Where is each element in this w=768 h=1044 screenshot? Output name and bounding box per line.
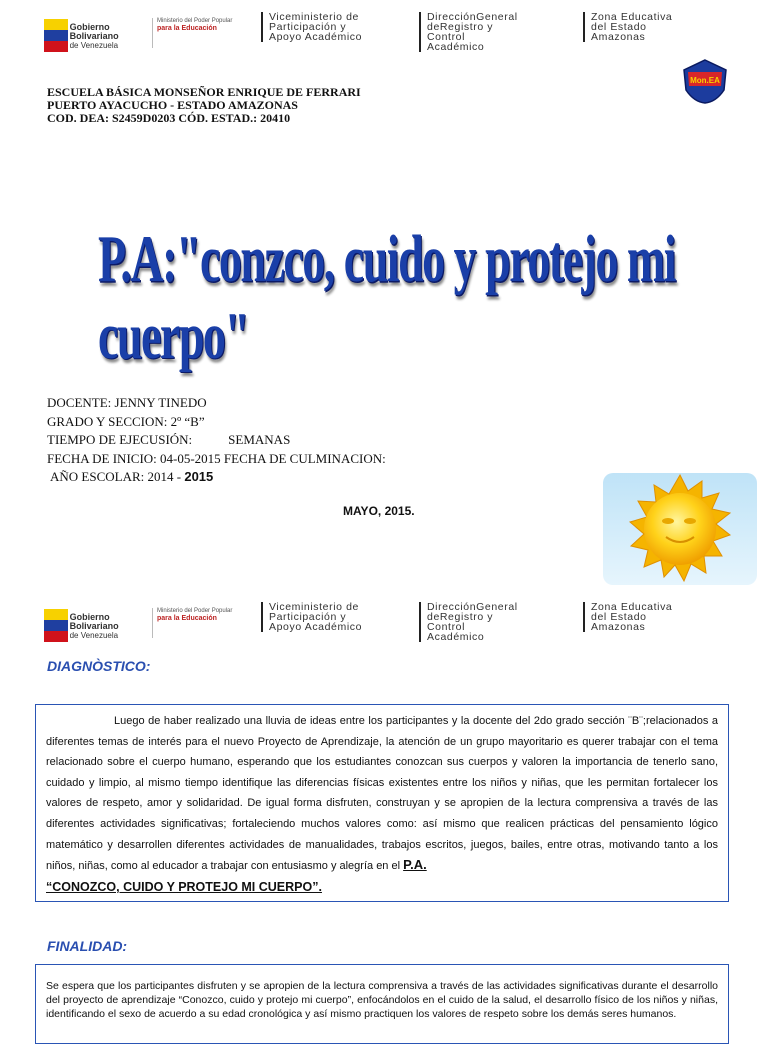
registry-label: DirecciónGeneral deRegistro y Control Académico: [419, 602, 583, 642]
diagnostico-text: Luego de haber realizado una lluvia de ideas entre los participantes y la docente del 2do grado sección ¨B¨;relacionados a diferentes temas de interés para el nuevo Proyecto de Aprendizaje, la atención de un grupo mayoritario es querer trabajar con el tema relacionado sobre el cuerpo humano, esperando que los estudiantes conozcan sus cuerpos y valoren la importancia de tenerlo sano, cuidado y limpio, al mismo tiempo identifique las diferencias físicas existentes entre los niños y niñas, que les permitan fortalecer los valores de respeto, amor y solidaridad. De igual forma disfruten, construyan y se apropien de la lectura comprensiva a través de las diferentes actividades significativas; fortaleciendo muchos valores como: así mismo que realicen prácticas del pensamiento lógico matemático y desarrollen diferentes actividades de manualidades, trabajos escritos, juegos, bailes, entre otras, motivando tanto a los niños, niñas, como al educador a trabajar con entusiasmo y alegría en el P.A. “CONOZCO, CUIDO Y PROTEJO MI CUERPO”.: [46, 715, 718, 894]
ministry-logo: Ministerio del Poder Popular para la Educación: [152, 608, 261, 638]
school-year: AÑO ESCOLAR: 2014 - 2015: [50, 469, 214, 484]
document-date: MAYO, 2015.: [343, 504, 415, 518]
grade-section: GRADO Y SECCION: 2º “B”: [47, 413, 205, 429]
zone-label: Zona Educativa del Estado Amazonas: [583, 12, 721, 42]
finalidad-heading: FINALIDAD:: [47, 938, 128, 954]
ministry-logo: Ministerio del Poder Popular para la Educación: [152, 18, 261, 48]
zone-label: Zona Educativa del Estado Amazonas: [583, 602, 721, 632]
teacher: DOCENTE: JENNY TINEDO: [47, 395, 207, 410]
execution-time: TIEMPO DE EJECUSIÓN: SEMANAS: [47, 432, 291, 447]
diagnostico-heading: DIAGNÒSTICO:: [47, 658, 151, 674]
institutional-banner: [44, 11, 729, 62]
dates: FECHA DE INICIO: 04-05-2015 FECHA DE CULMINACION:: [47, 450, 386, 466]
sun-icon: [603, 473, 757, 585]
government-logo: [44, 16, 152, 56]
project-title: P.A:"conzco, cuido y protejo mi cuerpo": [98, 221, 675, 373]
svg-text:Mon.EA: Mon.EA: [690, 76, 720, 85]
school-shield-icon: [680, 58, 730, 104]
gov-line1: Gobierno Bolivariano: [69, 21, 119, 41]
finalidad-text: Se espera que los participantes disfruten y se apropien de la lectura comprensiva a través de las actividades significativas durante el desarrollo del proyecto de aprendizaje “Conozco, cuido y protejo mi cuerpo”, enfocándolos en el cuido de la salud, el desarrollo físico de los niños y niñas, identificando el sexo de acuerdo a su edad cronológica y así mismo practiquen los valores de respeto sobre los demás seres humanos.: [46, 980, 718, 1020]
school-header: [47, 86, 361, 125]
finalidad-box: [35, 964, 729, 1044]
viceministry-label: Viceministerio de Participación y Apoyo Académico: [261, 602, 419, 632]
diagnostico-box: [35, 704, 729, 902]
school-city: PUERTO AYACUCHO - ESTADO AMAZONAS: [47, 98, 298, 112]
project-info: [47, 394, 386, 487]
registry-label: DirecciónGeneral deRegistro y Control Académico: [419, 12, 583, 52]
viceministry-label: Viceministerio de Participación y Apoyo Académico: [261, 12, 419, 42]
school-codes: COD. DEA: S2459D0203 CÓD. ESTAD.: 20410: [47, 111, 291, 125]
gov-line2: de Venezuela: [69, 40, 119, 50]
venezuela-flag-icon: [44, 19, 66, 53]
institutional-banner-repeat: [44, 601, 729, 652]
government-logo: Gobierno Bolivariano de Venezuela: [44, 606, 152, 646]
venezuela-flag-icon: [44, 609, 66, 643]
school-name: ESCUELA BÁSICA MONSEÑOR ENRIQUE DE FERRARI: [47, 85, 361, 99]
